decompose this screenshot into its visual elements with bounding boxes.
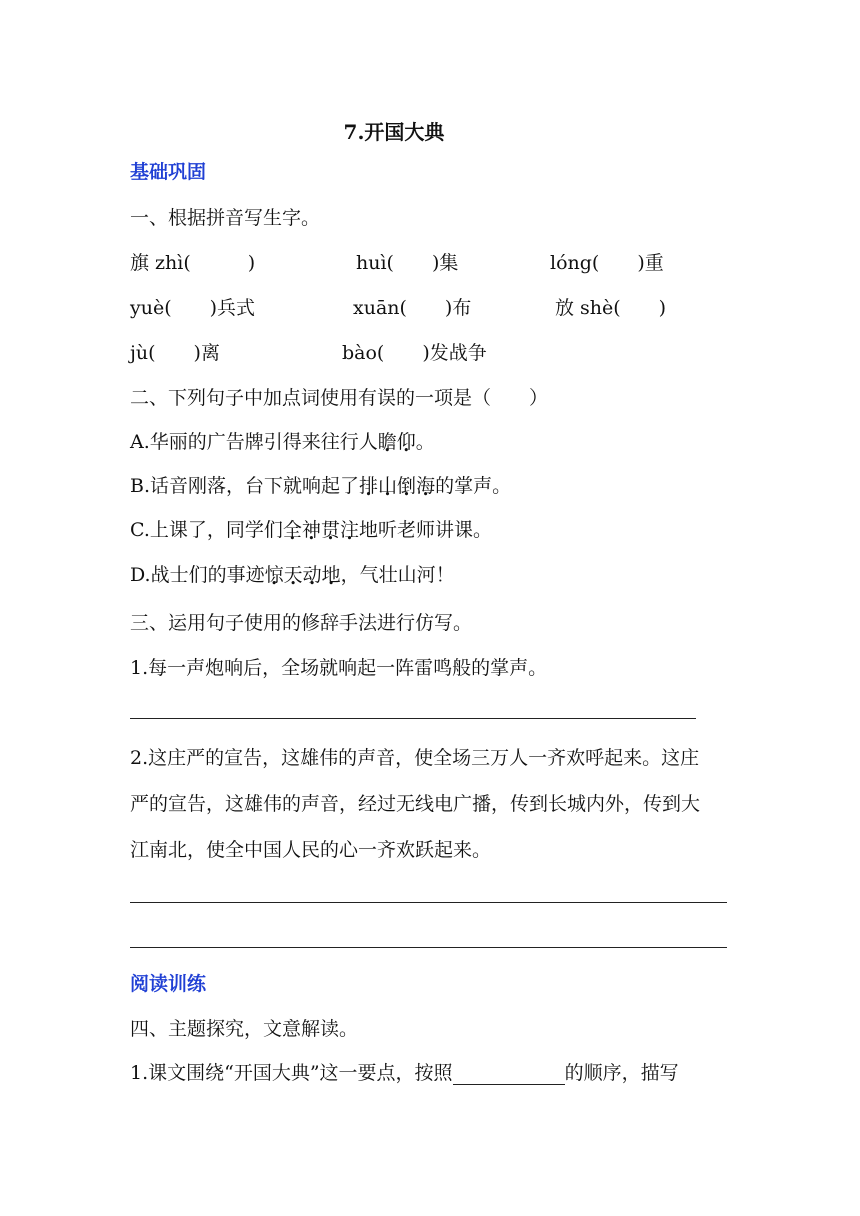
pinyin-item: 放 shè( ) bbox=[555, 297, 667, 319]
q2-heading: 二、下列句子中加点词使用有误的一项是（ ） bbox=[130, 387, 549, 409]
pinyin-item: huì( )集 bbox=[356, 252, 459, 274]
emphasized-char: 瞻 bbox=[377, 431, 397, 453]
emphasized-char: 排 bbox=[359, 475, 379, 497]
page-title: 7.开国大典 bbox=[343, 120, 445, 144]
q2-option-c: C.上课了，同学们全神贯注地听老师讲课。 bbox=[130, 519, 492, 541]
emphasized-char: 神 bbox=[301, 519, 321, 541]
pinyin-item: xuān( )布 bbox=[353, 297, 472, 319]
emphasized-char: 天 bbox=[283, 564, 303, 586]
emphasized-char: 动 bbox=[302, 564, 322, 586]
q3-heading: 三、运用句子使用的修辞手法进行仿写。 bbox=[130, 612, 473, 634]
fill-in-blank[interactable] bbox=[453, 1064, 565, 1085]
q3-sentence-2-line-2: 严的宣告，这雄伟的声音，经过无线电广播，传到长城内外，传到大 bbox=[130, 793, 701, 815]
answer-line[interactable] bbox=[130, 902, 727, 903]
q2-option-d: D.战士们的事迹惊天动地，气壮山河！ bbox=[130, 564, 455, 586]
emphasized-char: 山 bbox=[378, 475, 398, 497]
emphasized-char: 仰 bbox=[396, 431, 416, 453]
answer-line[interactable] bbox=[130, 718, 696, 719]
q4-heading: 四、主题探究，文意解读。 bbox=[130, 1018, 359, 1040]
q1-row-3 bbox=[130, 341, 730, 365]
q4-sentence-1: 1.课文围绕“开国大典”这一要点，按照 的顺序，描写 bbox=[130, 1062, 679, 1084]
pinyin-item: lóng( )重 bbox=[550, 252, 664, 274]
emphasized-char: 地 bbox=[321, 564, 341, 586]
q1-row-2 bbox=[130, 296, 730, 320]
pinyin-item: jù( )离 bbox=[130, 342, 220, 364]
q2-option-b: B.话音刚落，台下就响起了排山倒海的掌声。 bbox=[130, 475, 512, 497]
q2-option-a: A.华丽的广告牌引得来往行人瞻仰。 bbox=[130, 431, 435, 453]
q3-sentence-2-line-1: 2.这庄严的宣告，这雄伟的声音，使全场三万人一齐欢呼起来。这庄 bbox=[130, 747, 700, 769]
pinyin-item: yuè( )兵式 bbox=[130, 297, 256, 319]
q1-heading: 一、根据拼音写生字。 bbox=[130, 207, 321, 229]
emphasized-char: 惊 bbox=[264, 564, 284, 586]
emphasized-char: 全 bbox=[282, 519, 302, 541]
pinyin-item: bào( )发战争 bbox=[342, 342, 487, 364]
emphasized-char: 贯 bbox=[320, 519, 340, 541]
answer-line[interactable] bbox=[130, 947, 727, 948]
section-heading-basics: 基础巩固 bbox=[130, 161, 207, 183]
q1-row-1 bbox=[130, 251, 730, 275]
q3-sentence-2-line-3: 江南北，使全中国人民的心一齐欢跃起来。 bbox=[130, 839, 492, 861]
section-heading-reading: 阅读训练 bbox=[130, 973, 207, 995]
pinyin-item: 旗 zhì( ) bbox=[130, 252, 256, 274]
emphasized-char: 注 bbox=[339, 519, 359, 541]
emphasized-char: 倒 bbox=[397, 475, 417, 497]
q3-sentence-1: 1.每一声炮响后，全场就响起一阵雷鸣般的掌声。 bbox=[130, 657, 548, 679]
emphasized-char: 海 bbox=[416, 475, 436, 497]
